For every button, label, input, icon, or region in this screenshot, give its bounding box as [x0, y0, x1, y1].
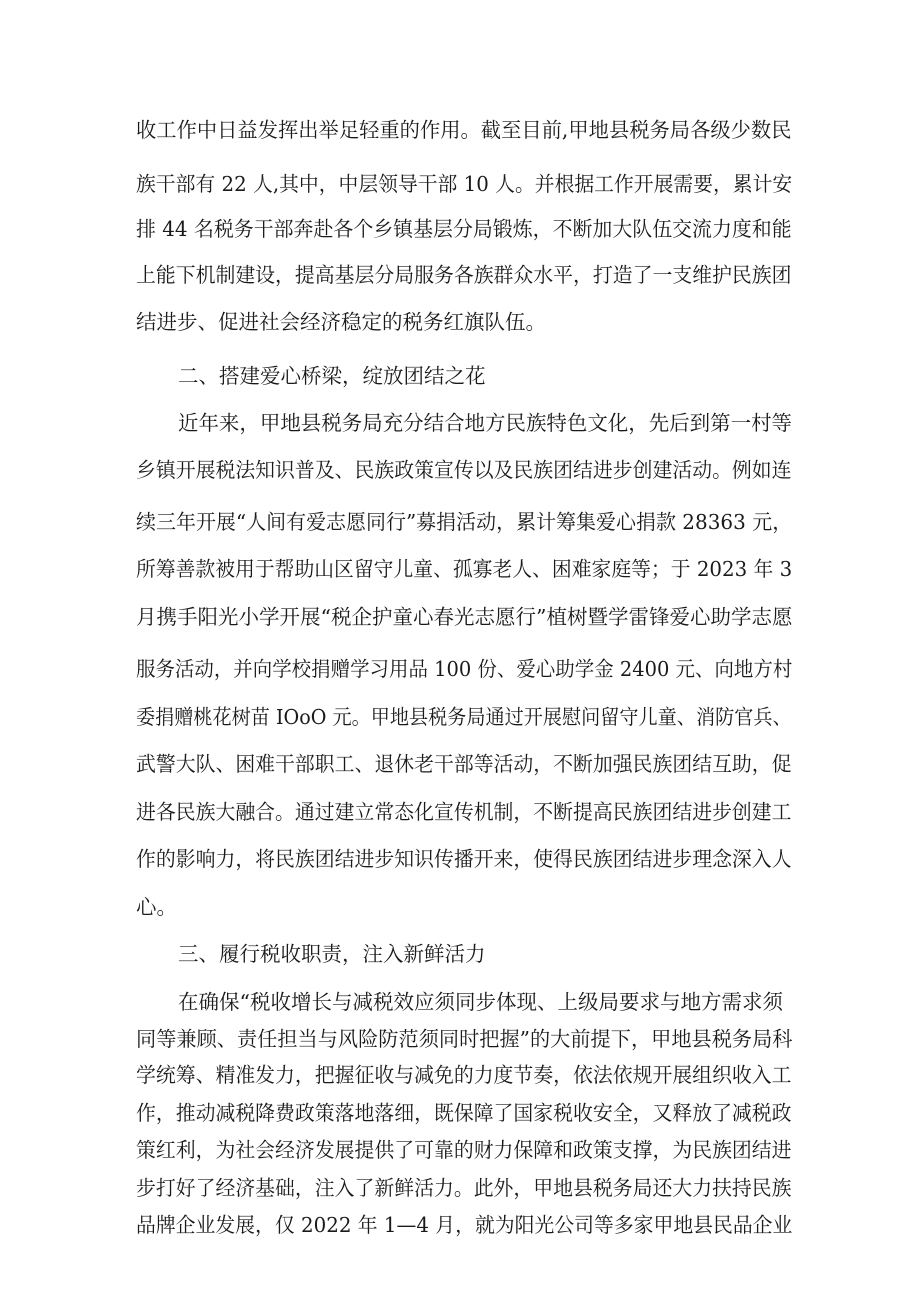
paragraph-line: 上能下机制建设，提高基层分局服务各族群众水平，打造了一支维护民族团 — [136, 263, 792, 287]
paragraph-line: 服务活动，并向学校捐赠学习用品 100 份、爱心助学金 2400 元、向地方村 — [136, 657, 793, 681]
paragraph-line: 族干部有 22 人,其中，中层领导干部 10 人。并根据工作开展需要，累计安 — [136, 172, 793, 196]
paragraph-line: 心。 — [136, 895, 177, 919]
paragraph-line: 排 44 名税务干部奔赴各个乡镇基层分局锻炼，不断加大队伍交流力度和能 — [136, 217, 792, 241]
paragraph-line: 作的影响力，将民族团结进步知识传播开来，使得民族团结进步理念深入人 — [136, 847, 792, 871]
paragraph-line: 所筹善款被用于帮助山区留守儿童、孤寡老人、困难家庭等；于 2023 年 3 — [136, 557, 793, 581]
paragraph-line: 乡镇开展税法知识普及、民族政策宣传以及民族团结进步创建活动。例如连 — [136, 458, 792, 482]
paragraph-line: 结进步、促进社会经济稳定的税务红旗队伍。 — [136, 310, 546, 334]
paragraph-line: 武警大队、困难干部职工、退休老干部等活动，不断加强民族团结互助，促 — [136, 752, 792, 776]
paragraph-line: 策红利，为社会经济发展提供了可靠的财力保障和政策支撑，为民族团结进 — [136, 1138, 792, 1162]
paragraph-line: 进各民族大融合。通过建立常态化宣传机制，不断提高民族团结进步创建工 — [136, 800, 792, 824]
paragraph-line: 委捐赠桃花树苗 IOoO 元。甲地县税务局通过开展慰问留守儿童、消防官兵、 — [136, 705, 792, 729]
paragraph-line: 近年来，甲地县税务局充分结合地方民族特色文化，先后到第一村等 — [178, 411, 793, 435]
paragraph-line: 在确保“税收增长与减税效应须同步体现、上级局要求与地方需求须 — [178, 990, 783, 1014]
paragraph-line: 续三年开展“人间有爱志愿同行”募捐活动，累计筹集爱心捐款 28363 元， — [136, 510, 793, 534]
paragraph-line: 月携手阳光小学开展“税企护童心春光志愿行”植树暨学雷锋爱心助学志愿 — [136, 605, 793, 629]
paragraph-line: 学统筹、精准发力，把握征收与减免的力度节奏，依法依规开展组织收入工 — [136, 1063, 792, 1087]
paragraph-line: 步打好了经济基础，注入了新鲜活力。此外，甲地县税务局还大力扶持民族 — [136, 1176, 792, 1200]
paragraph-line: 作，推动减税降费政策落地落细，既保障了国家税收安全，又释放了减税政 — [136, 1101, 792, 1125]
paragraph-line: 品牌企业发展，仅 2022 年 1—4 月，就为阳光公司等多家甲地县民品企业 — [136, 1213, 793, 1237]
section-heading-3: 三、履行税收职责，注入新鲜活力 — [178, 942, 486, 966]
paragraph-line: 同等兼顾、责任担当与风险防范须同时把握”的大前提下，甲地县税务局科 — [136, 1027, 793, 1051]
paragraph-line: 收工作中日益发挥出举足轻重的作用。截至目前,甲地县税务局各级少数民 — [136, 118, 792, 142]
section-heading-2: 二、搭建爱心桥梁，绽放团结之花 — [178, 364, 486, 388]
